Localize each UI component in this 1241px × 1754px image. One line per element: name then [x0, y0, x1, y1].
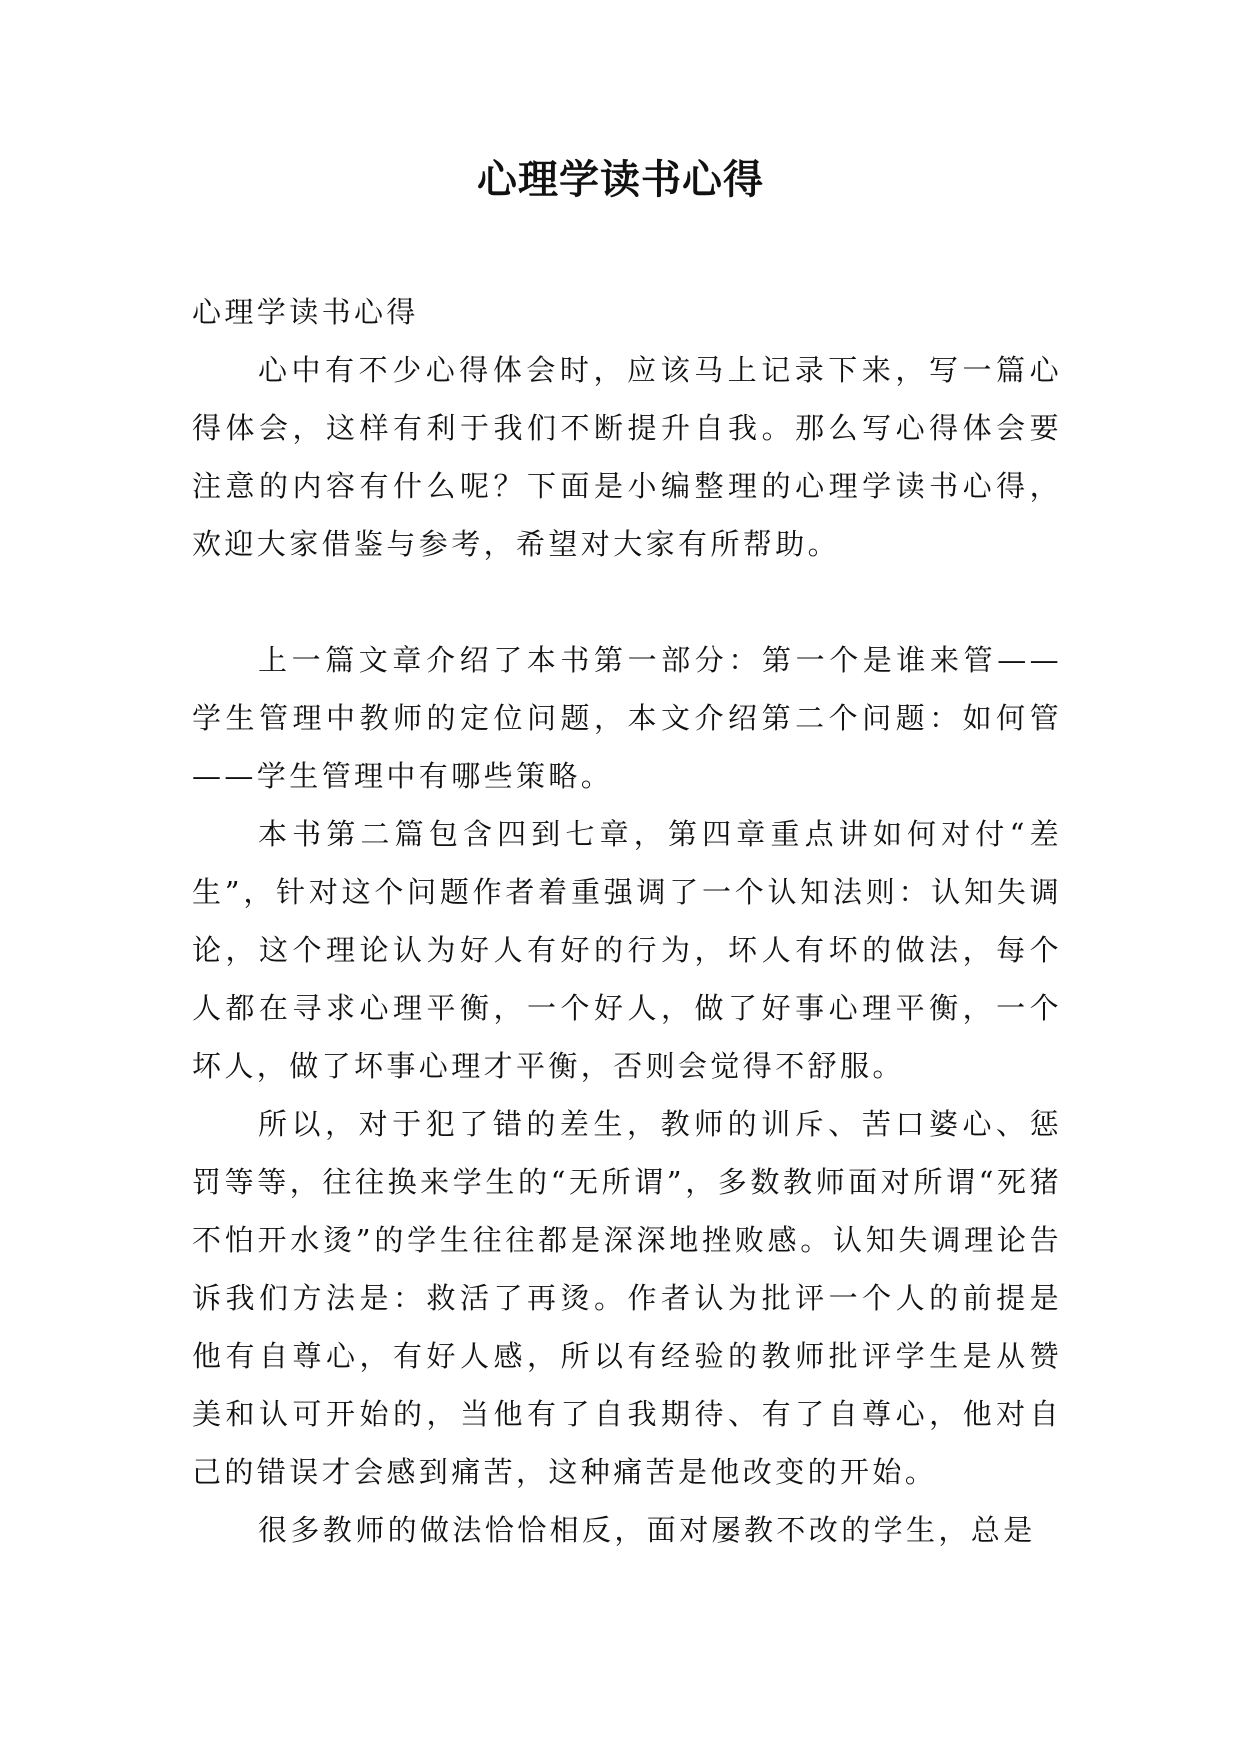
body-paragraph: 很多教师的做法恰恰相反，面对屡教不改的学生，总是 — [258, 1513, 1036, 1547]
document-subtitle: 心理学读书心得 — [192, 295, 419, 329]
body-paragraph: 上一篇文章介绍了本书第一部分：第一个是谁来管——学生管理中教师的定位问题，本文介绍第二个问题：如何管——学生管理中有哪些策略。 — [192, 643, 1062, 793]
document-title: 心理学读书心得 — [477, 157, 764, 203]
paragraph-spacer — [192, 573, 1062, 631]
body-paragraph: 所以，对于犯了错的差生，教师的训斥、苦口婆心、惩罚等等，往往换来学生的“无所谓”，多数教师面对所谓“死猪不怕开水烫”的学生往往都是深深地挫败感。认知失调理论告诉我们方法是：救活了再烫。作者认为批评一个人的前提是他有自尊心，有好人感，所以有经验的教师批评学生是从赞美和认可开始的，当他有了自我期待、有了自尊心，他对自己的错误才会感到痛苦，这种痛苦是他改变的开始。 — [192, 1107, 1062, 1489]
body-paragraph: 本书第二篇包含四到七章，第四章重点讲如何对付“差生”，针对这个问题作者着重强调了一个认知法则：认知失调论，这个理论认为好人有好的行为，坏人有坏的做法，每个人都在寻求心理平衡，一个好人，做了好事心理平衡，一个坏人，做了坏事心理才平衡，否则会觉得不舒服。 — [192, 817, 1062, 1083]
document-body — [192, 283, 1062, 1559]
intro-paragraph: 心中有不少心得体会时，应该马上记录下来，写一篇心得体会，这样有利于我们不断提升自我。那么写心得体会要注意的内容有什么呢？下面是小编整理的心理学读书心得，欢迎大家借鉴与参考，希望对大家有所帮助。 — [192, 353, 1062, 561]
